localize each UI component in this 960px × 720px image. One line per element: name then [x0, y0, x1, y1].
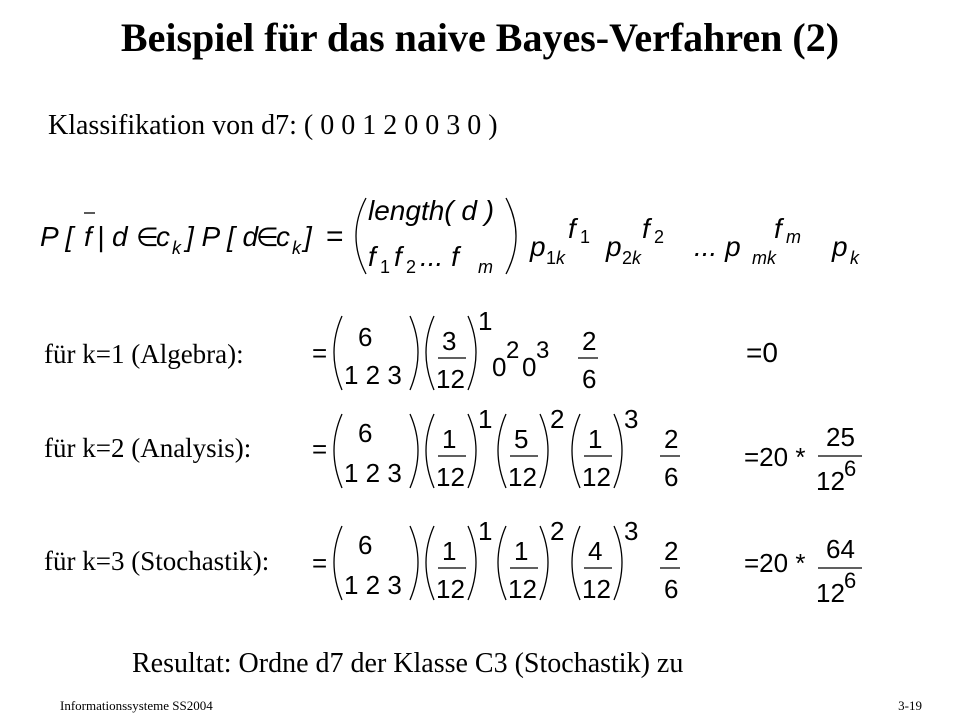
result-num: 25 — [826, 422, 855, 452]
exponent: 1 — [478, 306, 493, 336]
svg-text:k: k — [850, 248, 859, 268]
binom-top-length: length( d ) — [368, 195, 495, 226]
svg-text:mk: mk — [752, 248, 776, 268]
svg-text:6: 6 — [358, 530, 373, 560]
result-statement: Resultat: Ordne d7 der Klasse C3 (Stochastik) zu — [132, 648, 684, 679]
footer-page-number: 3-19 — [898, 698, 922, 713]
case-formula-stochastik — [300, 512, 880, 612]
result-prefix: =20 * — [744, 442, 806, 472]
svg-text:f: f — [394, 241, 402, 272]
result-den-exp: 6 — [844, 456, 857, 481]
svg-text:12: 12 — [508, 462, 537, 492]
classification-subtitle: Klassifikation von d7: ( 0 0 1 2 0 0 3 0 ) — [48, 110, 498, 141]
svg-text:... p: ... p — [694, 231, 741, 262]
svg-text:1 2 3: 1 2 3 — [344, 570, 402, 600]
svg-text:6: 6 — [664, 574, 679, 604]
svg-text:f: f — [84, 221, 92, 252]
svg-text:1: 1 — [442, 424, 457, 454]
svg-text:p: p — [832, 231, 848, 262]
svg-text:12: 12 — [436, 462, 465, 492]
svg-text:m: m — [478, 257, 493, 277]
svg-text:c: c — [276, 221, 290, 252]
slide-title: Beispiel für das naive Bayes-Verfahren (2) — [120, 15, 840, 60]
svg-text:∈: ∈ — [136, 222, 159, 252]
svg-text:]: ] — [304, 221, 312, 252]
svg-text:=: = — [312, 548, 328, 578]
svg-text:12: 12 — [582, 574, 611, 604]
svg-text:| d: | d — [97, 221, 128, 252]
svg-text:5: 5 — [514, 424, 529, 454]
svg-text:2: 2 — [550, 516, 565, 546]
svg-text:m: m — [786, 227, 801, 247]
svg-text:6: 6 — [664, 462, 679, 492]
svg-text:2: 2 — [664, 424, 679, 454]
svg-text:k: k — [632, 248, 641, 268]
case-result: =0 — [746, 337, 778, 368]
svg-text:12: 12 — [816, 578, 845, 608]
svg-text:2: 2 — [506, 337, 520, 364]
svg-text:f: f — [642, 213, 650, 244]
svg-text:4: 4 — [588, 536, 603, 566]
svg-text:1: 1 — [478, 516, 493, 546]
equals-sign: = — [326, 220, 344, 253]
svg-text:p: p — [530, 231, 546, 262]
svg-text:1: 1 — [478, 404, 493, 434]
svg-text:P [: P [ — [40, 221, 74, 252]
svg-text:1: 1 — [514, 536, 529, 566]
svg-text:1: 1 — [546, 248, 557, 268]
svg-text:2: 2 — [664, 536, 679, 566]
svg-text:... f: ... f — [420, 241, 459, 272]
svg-text:1: 1 — [442, 536, 457, 566]
svg-text:3: 3 — [624, 516, 639, 546]
svg-text:0: 0 — [522, 352, 537, 382]
svg-text:6: 6 — [844, 568, 857, 593]
svg-text:k: k — [292, 238, 301, 258]
svg-text:2: 2 — [654, 227, 665, 247]
svg-text:k: k — [172, 238, 181, 258]
svg-text:64: 64 — [826, 534, 855, 564]
svg-text:12: 12 — [582, 462, 611, 492]
prior-den: 6 — [582, 364, 597, 394]
svg-text:1: 1 — [380, 257, 391, 277]
svg-text:0: 0 — [492, 352, 507, 382]
svg-text:2: 2 — [406, 257, 417, 277]
prior-num: 2 — [582, 326, 597, 356]
footer-course: Informationssysteme SS2004 — [60, 698, 213, 713]
svg-text:1: 1 — [580, 227, 591, 247]
svg-text:∈: ∈ — [256, 222, 279, 252]
binom-top: 6 — [358, 322, 373, 352]
svg-text:] P [ d: ] P [ d — [186, 221, 259, 252]
svg-text:f: f — [568, 213, 576, 244]
svg-text:=20 *: =20 * — [744, 548, 806, 578]
frac-den: 12 — [436, 364, 465, 394]
binom-right-paren — [506, 198, 516, 274]
svg-text:3: 3 — [536, 337, 550, 364]
svg-text:f: f — [774, 213, 782, 244]
svg-text:1 2 3: 1 2 3 — [344, 458, 402, 488]
frac-num: 3 — [442, 326, 457, 356]
svg-text:2: 2 — [622, 248, 633, 268]
svg-text:f: f — [368, 241, 376, 272]
svg-text:6: 6 — [358, 418, 373, 448]
svg-text:1: 1 — [588, 424, 603, 454]
svg-text:3: 3 — [624, 404, 639, 434]
binom-bottom: 1 2 3 — [344, 360, 402, 390]
case-formula-algebra — [300, 306, 820, 398]
svg-text:c: c — [156, 221, 170, 252]
svg-text:k: k — [556, 248, 565, 268]
svg-text:12: 12 — [436, 574, 465, 604]
svg-text:=: = — [312, 338, 328, 368]
binom-left-paren — [356, 198, 366, 274]
case-label-stochastik: für k=3 (Stochastik): — [44, 546, 270, 576]
svg-text:12: 12 — [508, 574, 537, 604]
general-formula — [0, 180, 960, 290]
svg-text:p: p — [606, 231, 622, 262]
case-label-algebra: für k=1 (Algebra): — [44, 339, 244, 369]
case-label-analysis: für k=2 (Analysis): — [44, 433, 252, 463]
result-den-base: 12 — [816, 466, 845, 496]
case-formula-analysis — [300, 402, 880, 498]
svg-text:2: 2 — [550, 404, 565, 434]
svg-text:=: = — [312, 434, 328, 464]
